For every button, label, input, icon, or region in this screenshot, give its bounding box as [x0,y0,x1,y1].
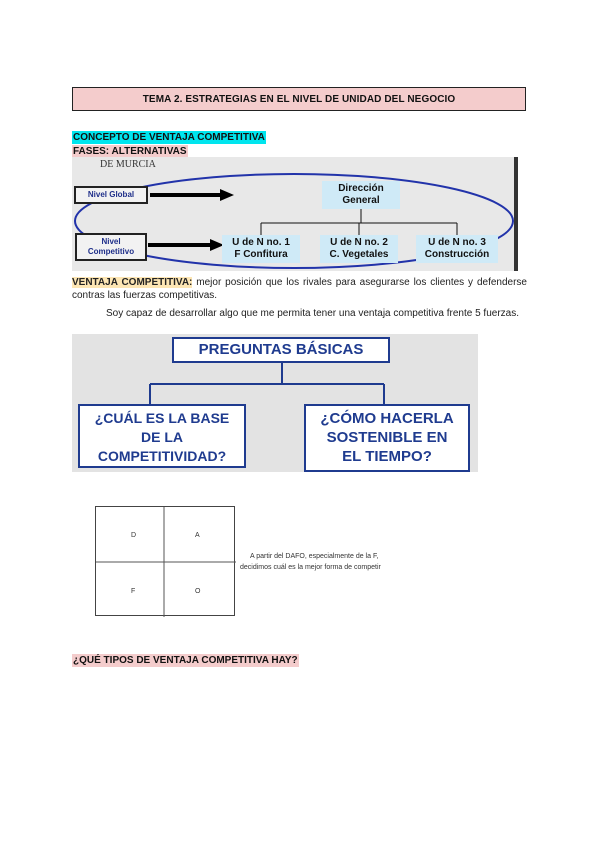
nivel-global-label: Nivel Global [87,190,135,199]
dafo-f: F [131,588,136,595]
ventaja-definition [72,276,527,302]
dafo-o: O [195,588,201,595]
unit-3-line2: Construcción [424,249,490,260]
question-sostenible-box [304,404,470,472]
dafo-dividers [96,507,236,617]
question-base-line3: COMPETITIVIDAD? [97,448,227,464]
unit-node-2 [320,235,398,263]
ventaja-term: VENTAJA COMPETITIVA: [72,277,193,288]
direccion-line1: Dirección [338,183,384,194]
question-sostenible-line2: SOSTENIBLE EN [326,429,448,446]
corner-label: DE MURCIA [100,159,156,170]
questions-diagram [72,334,478,472]
direccion-line2: General [342,195,380,206]
direccion-general-node [322,181,400,209]
question-base-line2: DE LA [141,429,183,445]
ventaja-note-text: Soy capaz de desarrollar algo que me permita tener una ventaja competitiva frente 5 fuerzas. [106,308,520,319]
preguntas-basicas-label: PREGUNTAS BÁSICAS [198,341,364,358]
heading-tipos-text: ¿QUÉ TIPOS DE VENTAJA COMPETITIVA HAY? [73,655,298,666]
dafo-d: D [131,532,137,539]
unit-1-line2: F Confitura [234,249,288,260]
dafo-note [240,551,381,573]
unit-1-line1: U de N no. 1 [232,237,290,248]
heading-fases-text: FASES: ALTERNATIVAS [73,146,187,157]
levels-diagram [72,157,518,271]
question-sostenible-line1: ¿CÓMO HACERLA [320,410,454,427]
preguntas-basicas-box [172,337,390,363]
question-sostenible-line3: EL TIEMPO? [342,448,432,465]
ventaja-note [72,307,527,320]
question-base-line1: ¿CUÁL ES LA BASE [94,410,230,426]
nivel-competitivo-box [75,233,147,261]
dafo-note-line2: decidimos cuál es la mejor forma de competir [240,564,381,571]
dafo-a: A [195,532,200,539]
page-title [72,87,526,111]
dafo-grid [95,506,235,616]
unit-3-line1: U de N no. 3 [428,237,486,248]
unit-2-line2: C. Vegetales [329,249,389,260]
unit-node-1 [222,235,300,263]
page-title-text: TEMA 2. ESTRATEGIAS EN EL NIVEL DE UNIDAD DEL NEGOCIO [142,93,456,105]
unit-node-3 [416,235,498,263]
nivel-global-box [74,186,148,204]
heading-tipos [72,650,299,668]
heading-concepto-text: CONCEPTO DE VENTAJA COMPETITIVA [73,132,265,143]
dafo-note-line1: A partir del DAFO, especialmente de la F, [250,553,379,560]
unit-2-line1: U de N no. 2 [330,237,388,248]
question-base-box [78,404,246,468]
arrow-global-head [220,189,234,201]
nivel-competitivo-line1: Nivel [101,237,121,246]
nivel-competitivo-line2: Competitivo [87,247,135,256]
ventaja-definition-text: mejor posición que los rivales para asegurarse los clientes y defenderse contras las fuerzas competitivas. [72,277,527,301]
